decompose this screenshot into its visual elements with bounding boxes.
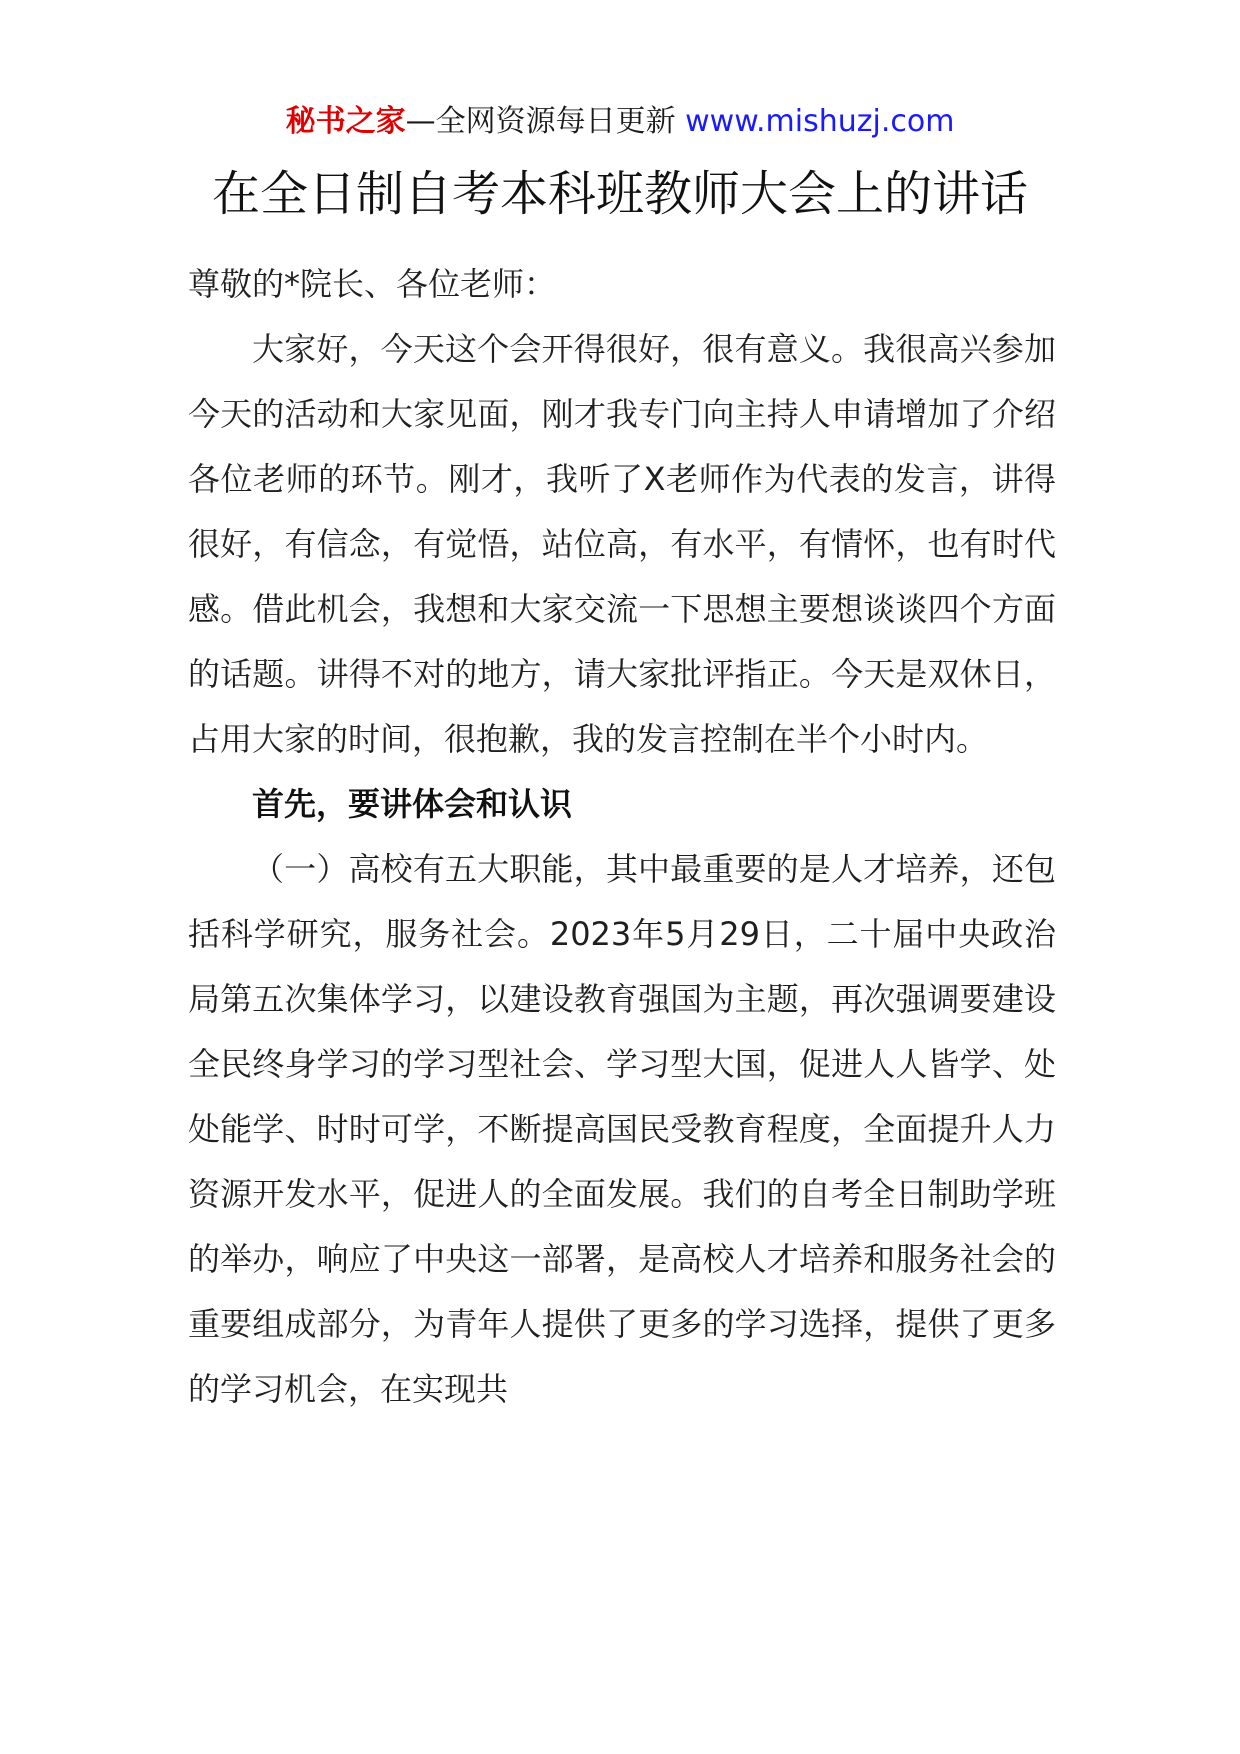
brand-name: 秘书之家 (285, 104, 406, 139)
site-header (0, 100, 1240, 144)
section-heading: 首先，要讲体会和认识 (252, 785, 573, 823)
salutation: 尊敬的*院长、各位老师： (188, 265, 557, 303)
paragraph-intro: 大家好，今天这个会开得很好，很有意义。我很高兴参加今天的活动和大家见面，刚才我专门向主持人申请增加了介绍各位老师的环节。刚才，我听了X老师作为代表的发言，讲得很好，有信念，有觉悟，站位高，有水平，有情怀，也有时代感。借此机会，我想和大家交流一下思想主要想谈谈四个方面的话题。讲得不对的地方，请大家批评指正。今天是双休日，占用大家的时间，很抱歉，我的发言控制在半个小时内。 (188, 330, 1056, 758)
site-url-link[interactable]: www.mishuzj.com (685, 104, 955, 139)
document-body (188, 252, 1056, 1422)
header-tagline: —全网资源每日更新 (405, 104, 676, 139)
paragraph-section-one: （一）高校有五大职能，其中最重要的是人才培养，还包括科学研究，服务社会。2023年5月29日，二十届中央政治局第五次集体学习，以建设教育强国为主题，再次强调要建设全民终身学习的学习型社会、学习型大国，促进人人皆学、处处能学、时时可学，不断提高国民受教育程度，全面提升人力资源开发水平，促进人的全面发展。我们的自考全日制助学班的举办，响应了中央这一部署，是高校人才培养和服务社会的重要组成部分，为青年人提供了更多的学习选择，提供了更多的学习机会，在实现共 (188, 850, 1056, 1408)
document-title: 在全日制自考本科班教师大会上的讲话 (211, 166, 1028, 222)
